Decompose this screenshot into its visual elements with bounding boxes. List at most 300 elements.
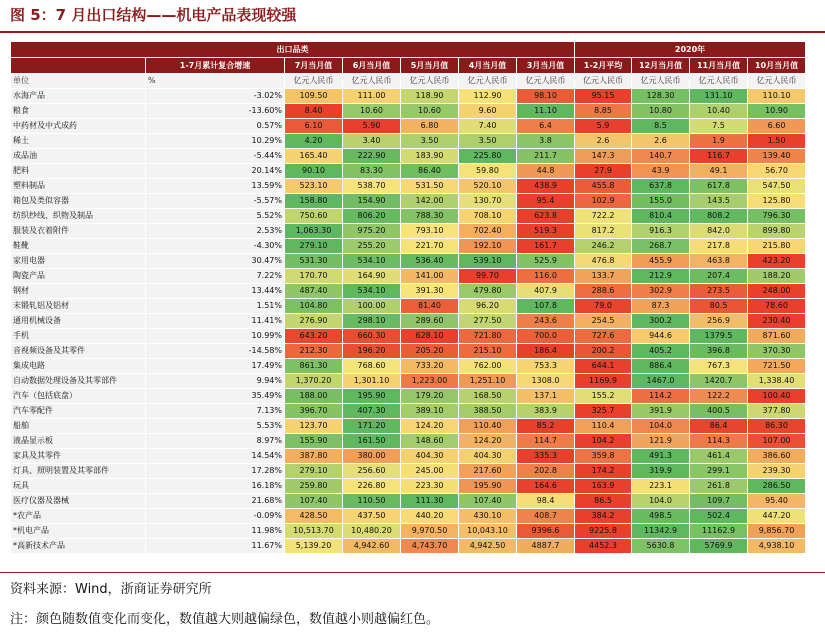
value-cell: 142.00 bbox=[401, 194, 459, 209]
value-cell: 408.7 bbox=[517, 509, 575, 524]
product-name-cell: 手机 bbox=[11, 329, 146, 344]
value-cell: 154.90 bbox=[343, 194, 401, 209]
unit-growth-cell: % bbox=[146, 74, 285, 89]
table-row bbox=[11, 299, 806, 314]
value-cell: 1,301.10 bbox=[343, 374, 401, 389]
value-cell: 325.7 bbox=[575, 404, 632, 419]
value-cell: 98.10 bbox=[517, 89, 575, 104]
value-cell: 447.20 bbox=[748, 509, 806, 524]
value-cell: 721.80 bbox=[459, 329, 517, 344]
value-cell: 85.2 bbox=[517, 419, 575, 434]
product-name-cell: *机电产品 bbox=[11, 524, 146, 539]
value-cell: 239.30 bbox=[748, 464, 806, 479]
table-row bbox=[11, 359, 806, 374]
value-cell: 335.3 bbox=[517, 449, 575, 464]
value-cell: 104.0 bbox=[632, 494, 690, 509]
product-name-cell: 汽车（包括底盘） bbox=[11, 389, 146, 404]
unit-row bbox=[11, 74, 806, 89]
value-cell: 5,139.20 bbox=[285, 539, 343, 554]
value-cell: 455.8 bbox=[575, 179, 632, 194]
value-cell: 370.30 bbox=[748, 344, 806, 359]
value-cell: 288.6 bbox=[575, 284, 632, 299]
growth-rate-cell: -4.30% bbox=[146, 239, 285, 254]
value-cell: 200.2 bbox=[575, 344, 632, 359]
value-cell: 643.20 bbox=[285, 329, 343, 344]
value-cell: 165.40 bbox=[285, 149, 343, 164]
table-row bbox=[11, 539, 806, 554]
unit-value-cell: 亿元人民币 bbox=[690, 74, 748, 89]
value-cell: 202.8 bbox=[517, 464, 575, 479]
value-cell: 9.60 bbox=[459, 104, 517, 119]
value-cell: 248.00 bbox=[748, 284, 806, 299]
value-cell: 400.5 bbox=[690, 404, 748, 419]
export-structure-table-container bbox=[10, 41, 805, 565]
value-cell: 519.3 bbox=[517, 224, 575, 239]
value-cell: 10,480.20 bbox=[343, 524, 401, 539]
table-row bbox=[11, 314, 806, 329]
growth-rate-cell: -3.02% bbox=[146, 89, 285, 104]
value-cell: 1467.0 bbox=[632, 374, 690, 389]
value-cell: 86.4 bbox=[690, 419, 748, 434]
table-row bbox=[11, 149, 806, 164]
value-cell: 107.40 bbox=[459, 494, 517, 509]
growth-rate-cell: 11.67% bbox=[146, 539, 285, 554]
unit-value-cell: 亿元人民币 bbox=[459, 74, 517, 89]
product-name-cell: 音视频设备及其零件 bbox=[11, 344, 146, 359]
value-cell: 107.00 bbox=[748, 434, 806, 449]
value-cell: 8.85 bbox=[575, 104, 632, 119]
value-cell: 10.80 bbox=[632, 104, 690, 119]
value-cell: 536.40 bbox=[401, 254, 459, 269]
table-row bbox=[11, 434, 806, 449]
growth-rate-cell: -5.44% bbox=[146, 149, 285, 164]
value-cell: 59.80 bbox=[459, 164, 517, 179]
value-cell: 223.30 bbox=[401, 479, 459, 494]
value-cell: 520.10 bbox=[459, 179, 517, 194]
growth-rate-cell: 21.68% bbox=[146, 494, 285, 509]
value-cell: 1.9 bbox=[690, 134, 748, 149]
source-note: 资料来源：Wind，浙商证券研究所 bbox=[10, 582, 212, 597]
value-cell: 112.90 bbox=[459, 89, 517, 104]
table-row bbox=[11, 389, 806, 404]
value-cell: 523.10 bbox=[285, 179, 343, 194]
value-cell: 5630.8 bbox=[632, 539, 690, 554]
value-cell: 298.10 bbox=[343, 314, 401, 329]
value-cell: 95.4 bbox=[517, 194, 575, 209]
value-cell: 217.8 bbox=[690, 239, 748, 254]
value-cell: 196.20 bbox=[343, 344, 401, 359]
product-name-cell: 水海产品 bbox=[11, 89, 146, 104]
value-cell: 114.3 bbox=[690, 434, 748, 449]
table-row bbox=[11, 509, 806, 524]
product-name-cell: 液晶显示板 bbox=[11, 434, 146, 449]
value-cell: 140.7 bbox=[632, 149, 690, 164]
product-name-cell: 服装及衣着附件 bbox=[11, 224, 146, 239]
value-cell: 407.9 bbox=[517, 284, 575, 299]
table-row bbox=[11, 344, 806, 359]
product-name-cell: 家用电器 bbox=[11, 254, 146, 269]
value-cell: 27.9 bbox=[575, 164, 632, 179]
value-cell: 428.50 bbox=[285, 509, 343, 524]
growth-rate-cell: 8.97% bbox=[146, 434, 285, 449]
table-row bbox=[11, 224, 806, 239]
value-cell: 43.9 bbox=[632, 164, 690, 179]
value-cell: 261.8 bbox=[690, 479, 748, 494]
value-cell: 9225.8 bbox=[575, 524, 632, 539]
unit-value-cell: 亿元人民币 bbox=[575, 74, 632, 89]
value-cell: 793.10 bbox=[401, 224, 459, 239]
table-row bbox=[11, 179, 806, 194]
product-name-cell: 肥料 bbox=[11, 164, 146, 179]
value-cell: 1379.5 bbox=[690, 329, 748, 344]
value-cell: 534.10 bbox=[343, 284, 401, 299]
value-cell: 155.90 bbox=[285, 434, 343, 449]
product-name-cell: 稀土 bbox=[11, 134, 146, 149]
growth-rate-cell: 9.94% bbox=[146, 374, 285, 389]
value-cell: 104.2 bbox=[575, 434, 632, 449]
value-cell: 383.9 bbox=[517, 404, 575, 419]
value-cell: 302.9 bbox=[632, 284, 690, 299]
value-cell: 124.20 bbox=[459, 434, 517, 449]
value-cell: 131.10 bbox=[690, 89, 748, 104]
table-row bbox=[11, 419, 806, 434]
value-cell: 525.9 bbox=[517, 254, 575, 269]
value-cell: 114.7 bbox=[517, 434, 575, 449]
value-cell: 10.60 bbox=[401, 104, 459, 119]
value-cell: 808.2 bbox=[690, 209, 748, 224]
value-cell: 192.10 bbox=[459, 239, 517, 254]
value-cell: 223.1 bbox=[632, 479, 690, 494]
column-header-cell: 6月当月值 bbox=[343, 58, 401, 74]
value-cell: 1,338.40 bbox=[748, 374, 806, 389]
value-cell: 147.3 bbox=[575, 149, 632, 164]
value-cell: 128.30 bbox=[632, 89, 690, 104]
value-cell: 110.40 bbox=[459, 419, 517, 434]
value-cell: 256.60 bbox=[343, 464, 401, 479]
table-row bbox=[11, 449, 806, 464]
value-cell: 110.10 bbox=[748, 89, 806, 104]
growth-rate-cell: 10.99% bbox=[146, 329, 285, 344]
value-cell: 83.30 bbox=[343, 164, 401, 179]
growth-rate-cell: 10.29% bbox=[146, 134, 285, 149]
value-cell: 916.3 bbox=[632, 224, 690, 239]
unit-value-cell: 亿元人民币 bbox=[285, 74, 343, 89]
growth-rate-cell: 7.13% bbox=[146, 404, 285, 419]
value-cell: 11162.9 bbox=[690, 524, 748, 539]
value-cell: 133.7 bbox=[575, 269, 632, 284]
value-cell: 195.90 bbox=[459, 479, 517, 494]
value-cell: 702.40 bbox=[459, 224, 517, 239]
growth-rate-cell: -13.60% bbox=[146, 104, 285, 119]
value-cell: 80.5 bbox=[690, 299, 748, 314]
header-product-cell: 出口品类 bbox=[11, 42, 575, 58]
value-cell: 7.40 bbox=[459, 119, 517, 134]
growth-rate-cell: -14.58% bbox=[146, 344, 285, 359]
value-cell: 10.60 bbox=[343, 104, 401, 119]
table-row bbox=[11, 374, 806, 389]
value-cell: 256.9 bbox=[690, 314, 748, 329]
value-cell: 396.70 bbox=[285, 404, 343, 419]
value-cell: 6.80 bbox=[401, 119, 459, 134]
value-cell: 476.8 bbox=[575, 254, 632, 269]
value-cell: 461.4 bbox=[690, 449, 748, 464]
value-cell: 104.80 bbox=[285, 299, 343, 314]
value-cell: 796.30 bbox=[748, 209, 806, 224]
value-cell: 44.8 bbox=[517, 164, 575, 179]
value-cell: 810.4 bbox=[632, 209, 690, 224]
product-name-cell: 自动数据处理设备及其零部件 bbox=[11, 374, 146, 389]
growth-rate-cell: 14.54% bbox=[146, 449, 285, 464]
value-cell: 100.00 bbox=[343, 299, 401, 314]
value-cell: 722.2 bbox=[575, 209, 632, 224]
value-cell: 1,063.30 bbox=[285, 224, 343, 239]
value-cell: 183.90 bbox=[401, 149, 459, 164]
growth-rate-cell: -5.57% bbox=[146, 194, 285, 209]
value-cell: 405.2 bbox=[632, 344, 690, 359]
value-cell: 188.20 bbox=[748, 269, 806, 284]
product-name-cell: 集成电路 bbox=[11, 359, 146, 374]
product-name-cell: *高新技术产品 bbox=[11, 539, 146, 554]
value-cell: 161.50 bbox=[343, 434, 401, 449]
value-cell: 9,856.70 bbox=[748, 524, 806, 539]
value-cell: 2.6 bbox=[575, 134, 632, 149]
value-cell: 4,743.70 bbox=[401, 539, 459, 554]
value-cell: 6.4 bbox=[517, 119, 575, 134]
header-year-cell: 2020年 bbox=[575, 42, 806, 58]
value-cell: 174.2 bbox=[575, 464, 632, 479]
value-cell: 463.8 bbox=[690, 254, 748, 269]
value-cell: 319.9 bbox=[632, 464, 690, 479]
value-cell: 56.70 bbox=[748, 164, 806, 179]
product-name-cell: 家具及其零件 bbox=[11, 449, 146, 464]
growth-rate-cell: -0.09% bbox=[146, 509, 285, 524]
value-cell: 617.8 bbox=[690, 179, 748, 194]
value-cell: 3.8 bbox=[517, 134, 575, 149]
value-cell: 487.40 bbox=[285, 284, 343, 299]
value-cell: 842.0 bbox=[690, 224, 748, 239]
value-cell: 3.40 bbox=[343, 134, 401, 149]
value-cell: 279.10 bbox=[285, 239, 343, 254]
value-cell: 222.90 bbox=[343, 149, 401, 164]
table-row bbox=[11, 524, 806, 539]
value-cell: 104.0 bbox=[632, 419, 690, 434]
value-cell: 817.2 bbox=[575, 224, 632, 239]
product-name-cell: 箱包及类似容器 bbox=[11, 194, 146, 209]
value-cell: 99.70 bbox=[459, 269, 517, 284]
value-cell: 4,938.10 bbox=[748, 539, 806, 554]
value-cell: 644.1 bbox=[575, 359, 632, 374]
value-cell: 899.80 bbox=[748, 224, 806, 239]
value-cell: 700.0 bbox=[517, 329, 575, 344]
value-cell: 90.10 bbox=[285, 164, 343, 179]
value-cell: 380.00 bbox=[343, 449, 401, 464]
table-row bbox=[11, 164, 806, 179]
value-cell: 186.4 bbox=[517, 344, 575, 359]
value-cell: 430.10 bbox=[459, 509, 517, 524]
unit-value-cell: 亿元人民币 bbox=[517, 74, 575, 89]
value-cell: 125.80 bbox=[748, 194, 806, 209]
product-name-cell: 船舶 bbox=[11, 419, 146, 434]
product-name-cell: 钢材 bbox=[11, 284, 146, 299]
value-cell: 531.50 bbox=[401, 179, 459, 194]
value-cell: 158.80 bbox=[285, 194, 343, 209]
value-cell: 386.60 bbox=[748, 449, 806, 464]
product-name-cell: 鞋靴 bbox=[11, 239, 146, 254]
value-cell: 268.7 bbox=[632, 239, 690, 254]
value-cell: 81.40 bbox=[401, 299, 459, 314]
value-cell: 170.70 bbox=[285, 269, 343, 284]
table-row bbox=[11, 494, 806, 509]
value-cell: 79.0 bbox=[575, 299, 632, 314]
value-cell: 226.80 bbox=[343, 479, 401, 494]
value-cell: 423.20 bbox=[748, 254, 806, 269]
export-structure-table bbox=[10, 41, 806, 554]
table-row bbox=[11, 239, 806, 254]
value-cell: 49.1 bbox=[690, 164, 748, 179]
value-cell: 109.7 bbox=[690, 494, 748, 509]
product-name-cell: 通用机械设备 bbox=[11, 314, 146, 329]
growth-rate-cell: 16.18% bbox=[146, 479, 285, 494]
value-cell: 286.50 bbox=[748, 479, 806, 494]
product-name-cell: 塑料制品 bbox=[11, 179, 146, 194]
growth-rate-cell: 2.53% bbox=[146, 224, 285, 239]
value-cell: 230.40 bbox=[748, 314, 806, 329]
value-cell: 377.80 bbox=[748, 404, 806, 419]
value-cell: 8.40 bbox=[285, 104, 343, 119]
value-cell: 118.90 bbox=[401, 89, 459, 104]
unit-label-cell: 单位 bbox=[11, 74, 146, 89]
value-cell: 289.60 bbox=[401, 314, 459, 329]
value-cell: 1169.9 bbox=[575, 374, 632, 389]
value-cell: 4,942.50 bbox=[459, 539, 517, 554]
value-cell: 10,043.10 bbox=[459, 524, 517, 539]
column-header-cell: 7月当月值 bbox=[285, 58, 343, 74]
table-row bbox=[11, 479, 806, 494]
value-cell: 148.60 bbox=[401, 434, 459, 449]
value-cell: 1420.7 bbox=[690, 374, 748, 389]
column-header-cell: 4月当月值 bbox=[459, 58, 517, 74]
value-cell: 861.30 bbox=[285, 359, 343, 374]
value-cell: 1,223.00 bbox=[401, 374, 459, 389]
growth-rate-cell: 5.53% bbox=[146, 419, 285, 434]
value-cell: 277.50 bbox=[459, 314, 517, 329]
value-cell: 5.90 bbox=[343, 119, 401, 134]
growth-rate-cell: 17.28% bbox=[146, 464, 285, 479]
value-cell: 102.9 bbox=[575, 194, 632, 209]
value-cell: 195.90 bbox=[343, 389, 401, 404]
product-name-cell: 中药材及中式成药 bbox=[11, 119, 146, 134]
value-cell: 130.70 bbox=[459, 194, 517, 209]
value-cell: 87.3 bbox=[632, 299, 690, 314]
value-cell: 95.40 bbox=[748, 494, 806, 509]
value-cell: 86.5 bbox=[575, 494, 632, 509]
table-row bbox=[11, 209, 806, 224]
value-cell: 243.6 bbox=[517, 314, 575, 329]
value-cell: 107.40 bbox=[285, 494, 343, 509]
table-row bbox=[11, 404, 806, 419]
value-cell: 164.6 bbox=[517, 479, 575, 494]
product-name-cell: *农产品 bbox=[11, 509, 146, 524]
value-cell: 886.4 bbox=[632, 359, 690, 374]
product-name-cell: 玩具 bbox=[11, 479, 146, 494]
table-row bbox=[11, 119, 806, 134]
value-cell: 78.60 bbox=[748, 299, 806, 314]
value-cell: 4887.7 bbox=[517, 539, 575, 554]
value-cell: 98.4 bbox=[517, 494, 575, 509]
product-name-cell: 未锻轧铝及铝材 bbox=[11, 299, 146, 314]
value-cell: 211.7 bbox=[517, 149, 575, 164]
value-cell: 391.30 bbox=[401, 284, 459, 299]
value-cell: 5769.9 bbox=[690, 539, 748, 554]
value-cell: 11342.9 bbox=[632, 524, 690, 539]
value-cell: 733.20 bbox=[401, 359, 459, 374]
value-cell: 188.00 bbox=[285, 389, 343, 404]
table-row bbox=[11, 329, 806, 344]
table-row bbox=[11, 89, 806, 104]
column-header-cell: 1-2月平均 bbox=[575, 58, 632, 74]
value-cell: 491.3 bbox=[632, 449, 690, 464]
value-cell: 1308.0 bbox=[517, 374, 575, 389]
value-cell: 531.30 bbox=[285, 254, 343, 269]
value-cell: 404.30 bbox=[459, 449, 517, 464]
value-cell: 121.9 bbox=[632, 434, 690, 449]
growth-rate-cell: 1.51% bbox=[146, 299, 285, 314]
value-cell: 107.8 bbox=[517, 299, 575, 314]
table-row bbox=[11, 254, 806, 269]
value-cell: 753.3 bbox=[517, 359, 575, 374]
value-cell: 3.50 bbox=[401, 134, 459, 149]
value-cell: 384.2 bbox=[575, 509, 632, 524]
table-body bbox=[11, 42, 806, 554]
value-cell: 9396.6 bbox=[517, 524, 575, 539]
value-cell: 6.60 bbox=[748, 119, 806, 134]
value-cell: 708.10 bbox=[459, 209, 517, 224]
value-cell: 215.80 bbox=[748, 239, 806, 254]
value-cell: 8.5 bbox=[632, 119, 690, 134]
value-cell: 139.40 bbox=[748, 149, 806, 164]
value-cell: 9,970.50 bbox=[401, 524, 459, 539]
value-cell: 246.2 bbox=[575, 239, 632, 254]
value-cell: 5.9 bbox=[575, 119, 632, 134]
value-cell: 767.3 bbox=[690, 359, 748, 374]
value-cell: 502.4 bbox=[690, 509, 748, 524]
growth-rate-cell: 11.98% bbox=[146, 524, 285, 539]
value-cell: 164.90 bbox=[343, 269, 401, 284]
value-cell: 4452.3 bbox=[575, 539, 632, 554]
column-header-cell: 10月当月值 bbox=[748, 58, 806, 74]
value-cell: 110.50 bbox=[343, 494, 401, 509]
product-name-cell: 灯具、照明装置及其零部件 bbox=[11, 464, 146, 479]
value-cell: 122.2 bbox=[690, 389, 748, 404]
value-cell: 255.20 bbox=[343, 239, 401, 254]
product-name-cell: 医疗仪器及器械 bbox=[11, 494, 146, 509]
value-cell: 276.90 bbox=[285, 314, 343, 329]
value-cell: 221.70 bbox=[401, 239, 459, 254]
product-name-cell: 成品油 bbox=[11, 149, 146, 164]
value-cell: 225.80 bbox=[459, 149, 517, 164]
value-cell: 387.80 bbox=[285, 449, 343, 464]
value-cell: 391.9 bbox=[632, 404, 690, 419]
growth-rate-cell: 17.49% bbox=[146, 359, 285, 374]
value-cell: 788.30 bbox=[401, 209, 459, 224]
table-row bbox=[11, 194, 806, 209]
value-cell: 1.50 bbox=[748, 134, 806, 149]
value-cell: 10.40 bbox=[690, 104, 748, 119]
table-row bbox=[11, 269, 806, 284]
value-cell: 205.20 bbox=[401, 344, 459, 359]
value-cell: 407.30 bbox=[343, 404, 401, 419]
value-cell: 768.60 bbox=[343, 359, 401, 374]
